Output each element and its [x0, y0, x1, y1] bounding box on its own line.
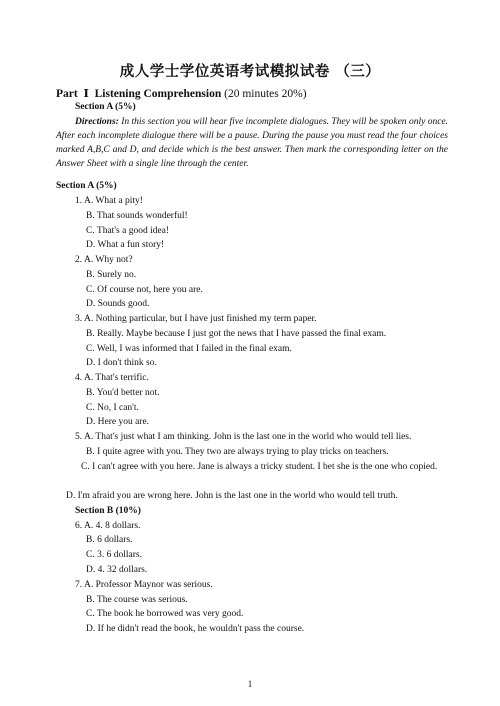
- q4-option-d: D. Here you are.: [86, 417, 150, 427]
- q1-option-a: 1. A. What a pity!: [75, 196, 143, 206]
- part-name: Listening Comprehension: [94, 88, 222, 100]
- directions-paragraph: [56, 116, 448, 172]
- page-number: 1: [247, 679, 253, 689]
- q1-option-c: C. That's a good idea!: [86, 226, 170, 236]
- q5-option-c: C. I can't agree with you here. Jane is always a tricky student. I bet she is the one who copied.: [81, 462, 438, 472]
- q5-option-b: B. I quite agree with you. They two are always trying to play tricks on teachers.: [86, 447, 389, 457]
- q7-option-b: B. The course was serious.: [86, 595, 188, 605]
- q7-option-a: 7. A. Professor Maynor was serious.: [75, 580, 213, 590]
- directions-text: In this section you will hear five incomplete dialogues. They will be spoken only once. After each incomplete dialogue there will be a pause. During the pause you must read the four choices marked A,B,C and D, and decide which is the best answer. Then mark the corresponding letter on the Answer Sheet with a single line through the center.: [56, 117, 448, 169]
- q3-option-d: D. I don't think so.: [86, 358, 157, 368]
- directions-label: Directions:: [75, 117, 119, 127]
- part-heading: [56, 86, 307, 100]
- section-b-label: Section B (10%): [75, 506, 141, 516]
- q6-option-a: 6. A. 4. 8 dollars.: [75, 521, 141, 531]
- q3-option-c: C. Well, I was informed that I failed in the final exam.: [86, 344, 292, 354]
- q2-option-b: B. Surely no.: [86, 270, 137, 280]
- part-label: Part: [56, 88, 78, 100]
- q1-option-b: B. That sounds wonderful!: [86, 211, 188, 221]
- part-numeral: Ⅰ: [83, 88, 89, 100]
- q2-option-c: C. Of course not, here you are.: [86, 285, 203, 295]
- page-title: 成人学士学位英语考试模拟试卷 （三）: [119, 64, 381, 80]
- q5-option-a: 5. A. That's just what I am thinking. John is the last one in the world who would tell lies.: [75, 432, 412, 442]
- q6-option-b: B. 6 dollars.: [86, 535, 133, 545]
- q7-option-d: D. If he didn't read the book, he wouldn't pass the course.: [86, 624, 305, 634]
- q4-option-b: B. You'd better not.: [86, 388, 160, 398]
- q6-option-c: C. 3. 6 dollars.: [86, 550, 142, 560]
- q3-option-b: B. Really. Maybe because I just got the news that I have passed the final exam.: [86, 329, 387, 339]
- q3-option-a: 3. A. Nothing particular, but I have just finished my term paper.: [75, 314, 317, 324]
- q4-option-a: 4. A. That's terrific.: [75, 373, 149, 383]
- section-a-header: Section A (5%): [75, 102, 136, 112]
- part-info: (20 minutes 20%): [224, 88, 307, 100]
- q7-option-c: C. The book he borrowed was very good.: [86, 609, 244, 619]
- q5-option-d: D. I'm afraid you are wrong here. John is the last one in the world who would tell truth.: [66, 491, 398, 501]
- q1-option-d: D. What a fun story!: [86, 240, 165, 250]
- q2-option-a: 2. A. Why not?: [75, 255, 133, 265]
- q6-option-d: D. 4. 32 dollars.: [86, 565, 148, 575]
- q2-option-d: D. Sounds good.: [86, 299, 150, 309]
- q4-option-c: C. No, I can't.: [86, 403, 139, 413]
- section-a-label: Section A (5%): [56, 181, 117, 191]
